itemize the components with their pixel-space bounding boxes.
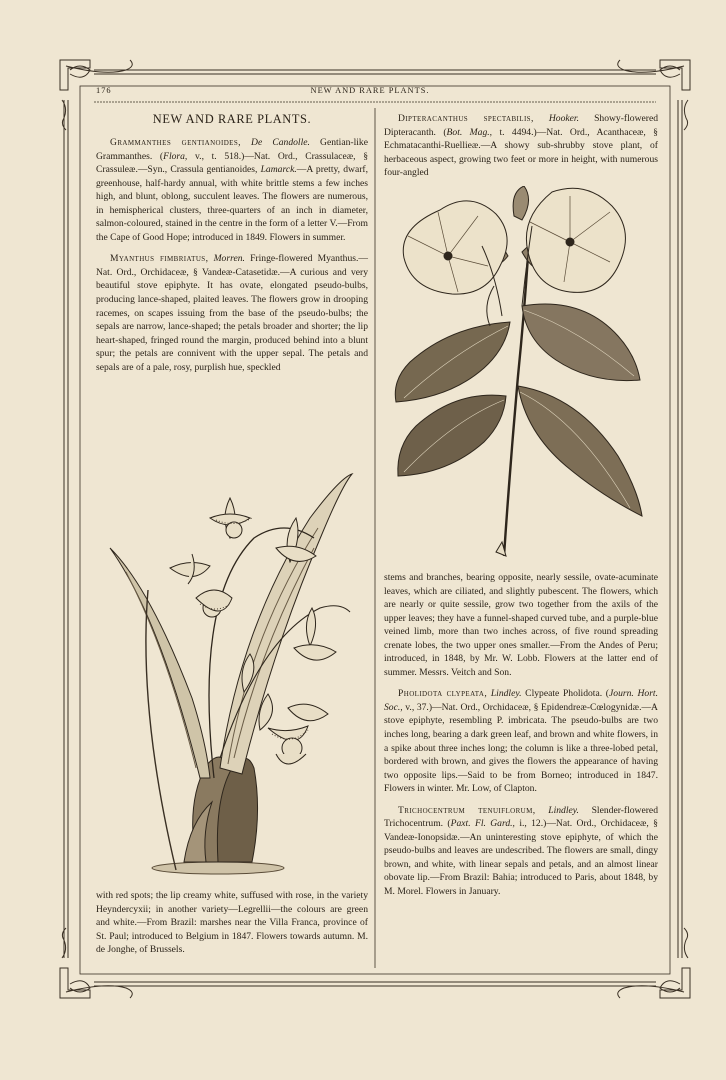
section-title: NEW AND RARE PLANTS. (152, 112, 312, 126)
entry-text: Clypeate Pholidota. ( (521, 688, 610, 700)
right-column-continuation (384, 571, 658, 899)
right-column-text (384, 112, 658, 180)
plant-name: Grammanthes gentianoides, (110, 137, 241, 148)
plant-name: Trichocentrum tenuiflorum, (398, 804, 536, 816)
orchid-engraving-icon (100, 458, 368, 878)
entry-text: —A pretty, dwarf, greenhouse, half-hardy annual, with white brittle stems a few inches high, and blunt, oblong, succulent leaves. The flowers are numerous, in hemispherical clusters, three-quarters of an inch in diameter, salmon-coloured, stained in the centre in the form of a letter V.—From the Cape of Good Hope; introduced in 1849. Flowers in summer. (96, 164, 369, 243)
entry-reference: Paxt. Fl. Gard., (450, 818, 515, 830)
left-column-continuation (96, 889, 368, 957)
plant-name: Myanthus fimbriatus, (110, 253, 209, 265)
entry-reference: Bot. Mag., (446, 126, 493, 138)
myanthus-continuation: with red spots; the lip creamy white, suffused with rose, in the variety Heyndercyxii; in another variety—Legrellii—the colours are green and white.—From Brazil: marshes near the Villa Franca, province of St. Paul; introduced to Belgium in 1847. Flowers towards autumn. M. de Jonghe, of Brussels. (96, 890, 368, 956)
page-number: 176 (96, 86, 112, 95)
entry-text: Showy-flowered Dipteracanth. ( (384, 113, 659, 138)
running-title: NEW AND RARE PLANTS. (310, 86, 430, 95)
entry-grammanthes (96, 136, 368, 244)
dipteracanthus-engraving-icon (392, 186, 648, 562)
plant-authority: Hooker. (548, 113, 579, 124)
running-head (96, 86, 644, 98)
entry-text: Fringe-flowered Myanthus.—Nat. Ord., Orchidaceæ, § Vandeæ-Catasetidæ.—A curious and very beautiful stove epiphyte. It has ovate, elongated pseudo-bulbs, producing lance-shaped, plaited leaves. The flowers grow in drooping racemes, on scapes issuing from the base of the pseudo-bulbs; the sepals are narrow, lance-shaped; the petals broader and shorter; the lip heart-shaped, fringed round the margin, produced behind into a blunt spur; the petals are connivent with the upper sepal. The petals and sepals are of a pale, rosy, purplish hue, speckled (96, 253, 368, 373)
entry-text: v., 37.)—Nat. Ord., Orchidaceæ, § Epidendreæ-Cœlogynidæ.—A stove epiphyte, resembling P. imbricata. The pseudo-bulbs are two inches long, bearing a dark green leaf, and brown and white flowers, in a spike about three inches long; the column is like a three-lobed petal, bordered with brown, and gives the flowers the appearance of having two opposite lips.—Said to be from Borneo; introduced in 1847. Flowers in winter. Mr. Low, of Clapton. (384, 701, 658, 795)
plant-authority: Morren. (213, 253, 245, 265)
plant-authority: De Candolle. (251, 137, 310, 148)
entry-text: i., 12.)—Nat. Ord., Orchidaceæ, § Vandeæ-Ionopsidæ.—An uninteresting stove epiphyte, of which the pseudo-bulbs and leaves are undescribed. The flowers are small, dingy brown, and white, with linear sepals and petals, and an almost linear obovate lip.—From Brazil: Bahia; introduced to Paris, about 1848, by M. Morel. Flowers in January. (384, 818, 658, 898)
entry-dipteracanthus (384, 112, 658, 180)
entry-reference: Flora, (163, 150, 188, 162)
dipteracanthus-continuation: stems and branches, bearing opposite, nearly sessile, ovate-acuminate leaves, which are ciliated, and slightly pubescent. The flowers, which are nearly or quite sessile, grow two together from the axils of the upper leaves; they have a funnel-shaped curved tube, and a purple-blue veined limb, more than two inches across, of five round spreading crenate lobes, the two upper ones smaller.—From the Andes of Peru; introduced, in 1848, by Mr. W. Lobb. Flowers at the latter end of summer. Messrs. Veitch and Son. (384, 572, 658, 678)
plant-name: Dipteracanthus spectabilis, (398, 113, 534, 124)
entry-text: Slender-flowered Trichocentrum. ( (384, 804, 658, 830)
entry-text: Gentian-like Grammanthes. ( (96, 137, 368, 162)
entry-myanthus (96, 252, 368, 374)
entry-text: t. 4494.)—Nat. Ord., Acanthaceæ, § Echmatacanthi-Ruellieæ.—A showy sub-shrubby stove plant, of herbaceous aspect, growing two feet or more in height, with numerous four-angled (384, 126, 658, 179)
plant-authority: Lindley. (548, 804, 579, 816)
entry-reference: Lamarck. (260, 164, 297, 176)
entry-reference: Journ. Hort. Soc., (384, 688, 659, 713)
plant-name: Pholidota clypeata, (398, 688, 488, 700)
entry-text: v., t. 518.)—Nat. Ord., Crassulaceæ, § Crassuleæ.—Syn., Crassula gentianoides, (96, 150, 369, 176)
plant-authority: Lindley. (490, 688, 522, 700)
left-column-text (96, 136, 368, 374)
entry-pholidota (384, 687, 658, 795)
entry-trichocentrum (384, 804, 658, 899)
